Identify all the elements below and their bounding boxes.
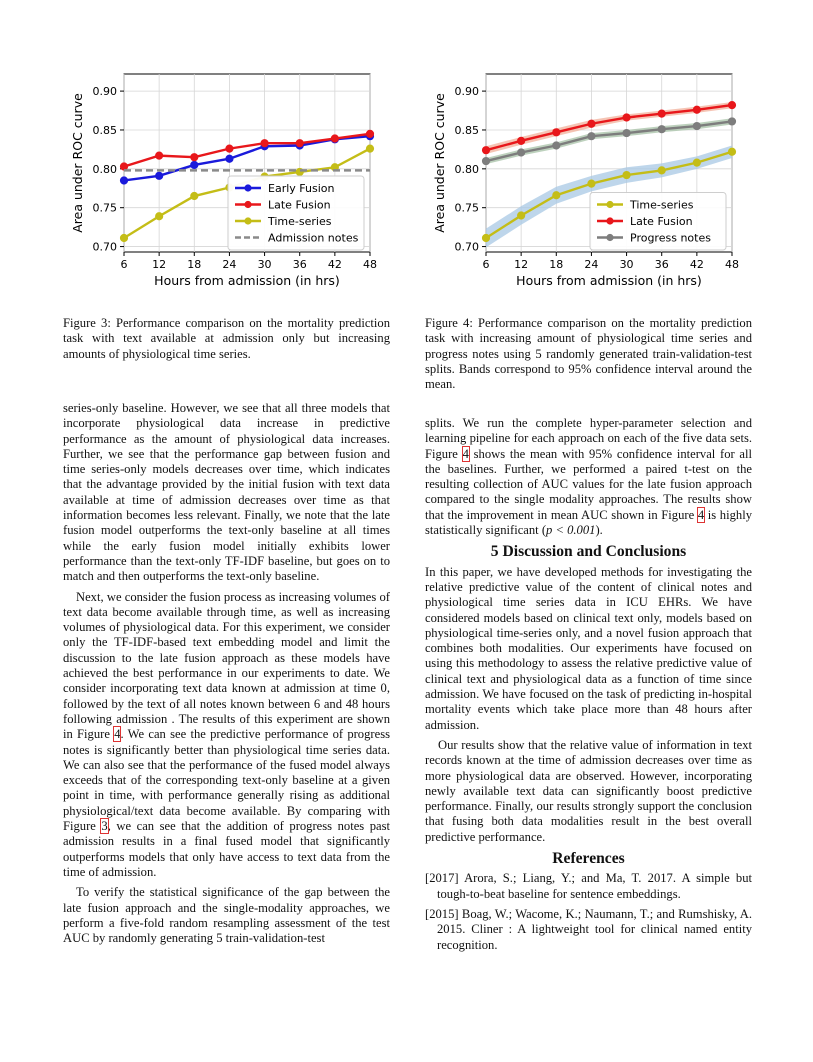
data-point: [296, 140, 303, 147]
x-tick-label: 36: [292, 258, 307, 271]
x-tick-label: 36: [654, 258, 669, 271]
data-point: [120, 234, 127, 241]
data-point: [191, 161, 198, 168]
x-tick-label: 42: [327, 258, 342, 271]
x-tick-label: 24: [222, 258, 237, 271]
figure-4-chart: [422, 62, 752, 302]
y-tick-label: 0.70: [454, 240, 479, 254]
legend-label: Late Fusion: [268, 198, 331, 212]
data-point: [191, 154, 198, 161]
data-point: [623, 114, 630, 121]
x-tick-label: 6: [120, 258, 128, 271]
legend-label: Late Fusion: [630, 215, 693, 228]
data-point: [518, 212, 525, 219]
data-point: [588, 180, 595, 187]
paragraph: splits. We run the complete hyper-parameter selection and learning pipeline for each approach on each of the five data sets. Figure 4 shows the mean with 95% confidence interval for all the baselines. Further, we performed a paired t-test on the resulting collection of AUC values for the late fusion approach compared to the single modality approaches. The results show that the improvement in mean AUC shown in Figure 4 is highly statistically significant (p < 0.001).: [425, 416, 753, 538]
data-point: [120, 163, 127, 170]
y-tick-label: 0.90: [92, 85, 117, 99]
data-point: [518, 149, 525, 156]
section-heading: 5 Discussion and Conclusions: [490, 543, 687, 561]
x-tick-label: 48: [725, 258, 739, 271]
y-tick-label: 0.85: [454, 123, 479, 137]
x-tick-label: 6: [482, 258, 490, 271]
y-tick-label: 0.75: [92, 201, 117, 215]
data-point: [728, 101, 735, 108]
paragraph: Next, we consider the fusion process as increasing volumes of text data become available through time, as well as increasing volumes of physiological data. For this experiment, we consider only the TF-IDF-based text embedding model and limit the discussion to the late fusion approach as these models have achieved the best performance in our experiments to date. We consider incorporating text data known at admission at time 0, followed by the text of all notes known between 6 and 48 hours following admission . The results of this experiment are shown in Figure 4. We can see the predictive performance of progress notes is significantly better than physiological time series data. We can also see that the performance of the fused model always exceeds that of the corresponding text-only baseline at a given point in time, with performance generally rising as additional physiological/text data become available. By comparing with Figure 3, we can see that the addition of progress notes past admission results in a final fused model that significantly outperforms models that only have access to text data from the time of admission.: [63, 589, 391, 879]
y-tick-label: 0.85: [92, 123, 117, 137]
y-tick-label: 0.75: [454, 201, 479, 215]
data-point: [482, 234, 489, 241]
paragraph: Our results show that the relative value of information in text records known at the time of admission decreases over time as more physiological data are observed. However, incorporating newly available text data can significantly boost predictive performance. Finally, our results strongly support the conclusion that fusing both data modalities result in the best overall predictive performance.: [425, 737, 752, 844]
legend-marker: [606, 201, 613, 208]
data-point: [693, 122, 700, 129]
data-point: [366, 130, 373, 137]
data-point: [658, 167, 665, 174]
data-point: [658, 126, 665, 133]
reference-item: [2015] Boag, W.; Wacome, K.; Naumann, T.; and Rumshisky, A. 2015. Cliner : A lightweight tool for clinical named entity recognition.: [425, 906, 752, 952]
figure-4-caption: Figure 4: Performance comparison on the mortality prediction task with increasing amount of physiological time series and progress notes using 5 randomly generated train-validation-test splits. Bands correspond to 95% confidence interval around the mean.: [425, 316, 752, 392]
data-point: [693, 159, 700, 166]
data-point: [482, 147, 489, 154]
x-tick-label: 12: [152, 258, 167, 271]
data-point: [156, 172, 163, 179]
paragraph: To verify the statistical significance of the gap between the late fusion approach and the single-modality approaches, we perform a five-fold random resampling assessment of the test AUC by randomly generating 5 train-validation-test: [63, 885, 390, 946]
x-tick-label: 12: [514, 258, 529, 271]
legend-label: Admission notes: [268, 231, 359, 245]
x-tick-label: 24: [584, 258, 599, 271]
figure-4-reference-link[interactable]: 4: [462, 446, 469, 461]
legend-label: Time-series: [268, 215, 332, 228]
reference-item: [2017] Arora, S.; Liang, Y.; and Ma, T. 2017. A simple but tough-to-beat baseline for sentence embeddings.: [425, 871, 752, 901]
data-point: [518, 137, 525, 144]
y-axis-label: Area under ROC curve: [432, 93, 447, 233]
legend-marker: [244, 217, 251, 224]
data-point: [261, 140, 268, 147]
figure-3-chart: [60, 62, 390, 302]
data-point: [623, 129, 630, 136]
legend-marker: [606, 234, 613, 241]
data-point: [658, 110, 665, 117]
y-tick-label: 0.70: [92, 240, 117, 254]
references-heading: References: [552, 850, 625, 868]
x-tick-label: 42: [689, 258, 704, 271]
data-point: [553, 142, 560, 149]
data-point: [156, 213, 163, 220]
left-column: [63, 401, 390, 951]
data-point: [728, 148, 735, 155]
data-point: [226, 145, 233, 152]
x-tick-label: 30: [619, 258, 634, 271]
y-axis-label: Area under ROC curve: [70, 93, 85, 233]
y-tick-label: 0.80: [92, 162, 117, 176]
legend-label: Progress notes: [630, 231, 711, 245]
x-axis-label: Hours from admission (in hrs): [516, 273, 702, 288]
figure-4-reference-link[interactable]: 4: [697, 507, 705, 522]
legend-label: Time-series: [630, 198, 694, 212]
data-point: [191, 192, 198, 199]
data-point: [588, 133, 595, 140]
legend-label: Early Fusion: [268, 182, 335, 195]
figure-3-reference-link[interactable]: 3: [101, 819, 108, 834]
y-tick-label: 0.80: [454, 162, 479, 176]
x-tick-label: 18: [187, 258, 202, 271]
legend-marker: [606, 217, 613, 224]
data-point: [728, 118, 735, 125]
y-tick-label: 0.90: [454, 85, 479, 99]
legend-marker: [244, 184, 251, 191]
data-point: [226, 155, 233, 162]
x-tick-label: 30: [257, 258, 272, 271]
data-point: [331, 135, 338, 142]
paragraph: In this paper, we have developed methods for investigating the relative predictive value of the content of clinical notes and physiological time series data in ICU EHRs. We have considered models based on clinical text only, models based on physiological time-series only, and a novel fusion approach that combines both modalities. Our experiments have focused on using this methodology to assess the relative predictive value of clinical text and physiological data as a function of time since admission. We have focused on the task of predicting in-hospital mortality events which take place more than 48 hours after admission.: [425, 564, 752, 732]
data-point: [623, 171, 630, 178]
figure-4-reference-link[interactable]: 4: [114, 727, 121, 742]
data-point: [693, 106, 700, 113]
paragraph: series-only baseline. However, we see that all three models that incorporate physiological data increase in predictive performance as the amount of physiological data increases. Further, we see that the performance gap between fusion and time series-only models decreases over time, which indicates that the advantage provided by the initial fusion with text data available at time of admission decreases over time as that information becomes less relevant. Finally, we note that the late fusion model outperforms the text-only baseline at all times while the early fusion model initially exhibits lower performance than the text-only TF-IDF baseline, but goes on to match and then outperforms the text-only baseline.: [63, 401, 390, 584]
right-column: [425, 416, 752, 958]
data-point: [120, 177, 127, 184]
data-point: [553, 129, 560, 136]
data-point: [366, 145, 373, 152]
x-tick-label: 48: [363, 258, 377, 271]
data-point: [588, 120, 595, 127]
data-point: [553, 192, 560, 199]
x-axis-label: Hours from admission (in hrs): [154, 273, 340, 288]
legend-marker: [244, 201, 251, 208]
x-tick-label: 18: [549, 258, 564, 271]
data-point: [156, 152, 163, 159]
math-expression: p < 0.001: [546, 523, 596, 538]
figure-3-caption: Figure 3: Performance comparison on the mortality prediction task with text available at admission only but increasing amounts of physiological time series.: [63, 316, 390, 361]
data-point: [482, 157, 489, 164]
